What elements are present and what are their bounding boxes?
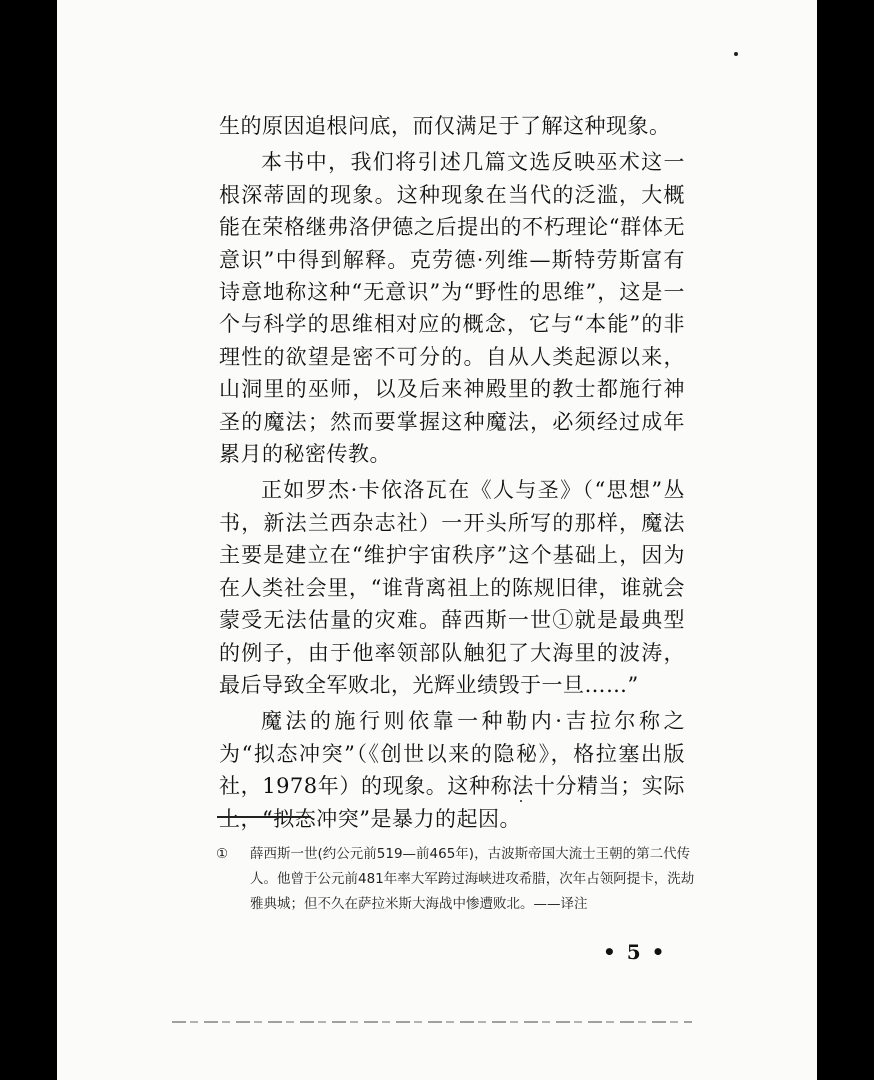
book-page [57,0,817,1080]
paragraph: 正如罗杰·卡依洛瓦在《人与圣》（“思想”丛书，新法兰西杂志社）一开头所写的那样，魔法主要是建立在“维护宇宙秩序”这个基础上，因为在人类社会里，“谁背离祖上的陈规旧律，谁就会蒙受无法估量的灾难。薛西斯一世①就是最典型的例子，由于他率领部队触犯了大海里的波涛，最后导致全军败北，光辉业绩毁于一旦……” [219,478,685,697]
body-text [219,110,685,835]
footnote [216,842,700,917]
footnote-text: 薛西斯一世(约公元前519—前465年)，古波斯帝国大流士王朝的第二代传人。他曾于公元前481年率大军跨过海峡进攻希腊，次年占领阿提卡，洗劫雅典城；但不久在萨拉米斯大海战中惨遭败北。——译注 [250,846,695,912]
scan-speck [734,52,738,56]
paragraph: 魔法的施行则依靠一种勒内·吉拉尔称之为“拟态冲突”（《创世以来的隐秘》，格拉塞出版社，1978年）的现象。这种称法十分精当；实际上，“拟态冲突”是暴力的起因。 [219,709,685,831]
footnote-marker: ① [216,846,229,862]
paragraph-continued: 生的原因追根问底，而仅满足于了解这种现象。 [219,114,671,138]
paragraph: 本书中，我们将引述几篇文选反映巫术这一根深蒂固的现象。这种现象在当代的泛滥，大概能在荣格继弗洛伊德之后提出的不朽理论“群体无意识”中得到解释。克劳德·列维—斯特劳斯富有诗意地称这种“无意识”为“野性的思维”，这是一个与科学的思维相对应的概念，它与“本能”的非理性的欲望是密不可分的。自从人类起源以来，山洞里的巫师，以及后来神殿里的教士都施行神圣的魔法；然而要掌握这种魔法，必须经过成年累月的秘密传教。 [219,150,685,467]
scan-artifact-line [172,1021,692,1023]
footnote-divider [217,816,311,818]
page-number: • 5 • [603,940,667,964]
